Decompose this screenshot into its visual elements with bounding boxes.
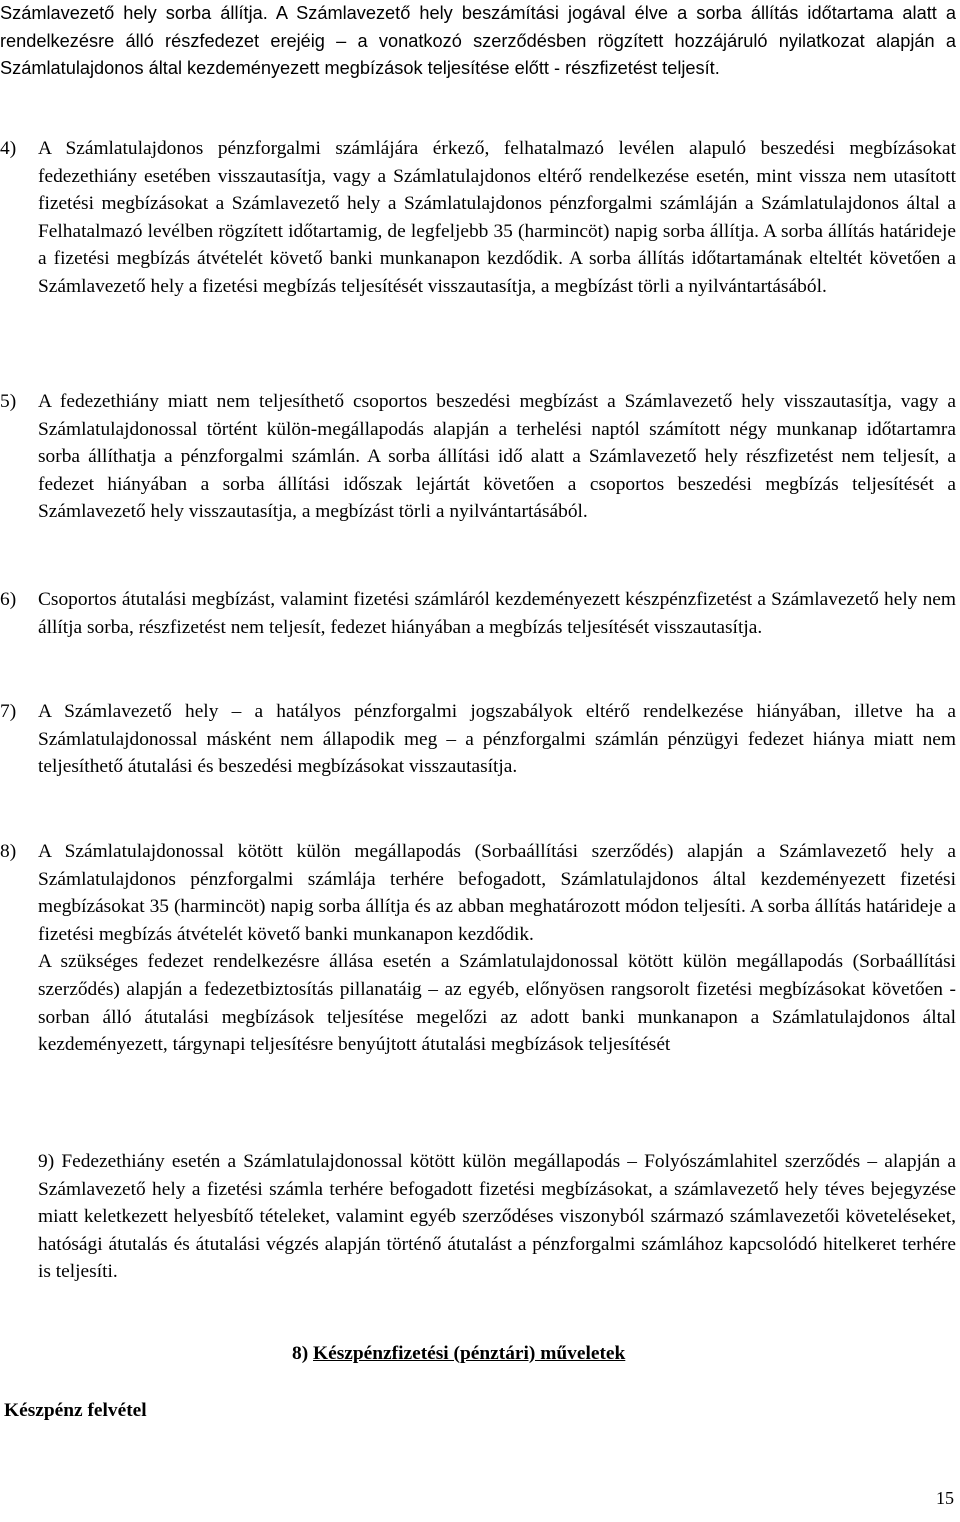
section-number: 8): [292, 1343, 309, 1364]
subheading: Készpénz felvétel: [4, 1400, 147, 1421]
section-heading: [292, 1343, 625, 1365]
list-item: [0, 838, 956, 1059]
intro-paragraph: [0, 0, 956, 83]
item-number: 6): [0, 589, 17, 610]
section-title: Készpénzfizetési (pénztári) műveletek: [313, 1343, 626, 1364]
list-item: [0, 135, 956, 301]
list-item: [0, 388, 956, 526]
item-text: A Számlatulajdonos pénzforgalmi számlájára érkező, felhatalmazó levélen alapuló beszedési megbízásokat fedezethiány esetében visszautasítja, vagy a Számlatulajdonos eltérő rendelkezése esetén, mint vissza nem utasított fizetési megbízásokat a Számlavezető hely a Számlatulajdonos pénzforgalmi számláján a Számlatulajdonos által a Felhatalmazó levélben rögzített időtartamig, de legfeljebb 35 (harmincöt) napig sorba állítja. A sorba állítás határideje a fizetési megbízás átvételét követő banki munkanapon kezdődik. A sorba állítás időtartamának elteltét követően a Számlavezető hely a fizetési megbízás teljesítését visszautasítja, a megbízást törli a nyilvántartásából.: [38, 138, 956, 297]
page-number: 15: [936, 1488, 954, 1508]
intro-text: A Számlavezető hely beszámítási jogával élve a sorba állítás időtartama alatt a rendelkezésre álló részfedezet erejéig – a vonatkozó szerződésben rögzített hozzájáruló nyilatkozat alapján a Számlatulajdonos által kezdeményezett megbízások teljesítése előtt - részfizetést teljesít.: [0, 3, 956, 79]
item-text: A fedezethiány miatt nem teljesíthető csoportos beszedési megbízást a Számlavezető hely visszautasítja, vagy a Számlatulajdonossal történt külön-megállapodás alapján a terhelési naptól számított négy munkanap időtartamra sorba állíthatja a pénzforgalmi számlán. A sorba állítási idő alatt a Számlavezető hely részfizetést nem teljesít, a fedezet hiányában a sorba állítási időszak lejártát követően a csoportos beszedési megbízás teljesítését a Számlavezető hely visszautasítja, a megbízást törli a nyilvántartásából.: [38, 391, 956, 523]
item-text: A Számlavezető hely – a hatályos pénzforgalmi jogszabályok eltérő rendelkezése hiányában, illetve ha a Számlatulajdonossal másként nem állapodik meg – a pénzforgalmi számlán pénzügyi fedezet hiánya miatt nem teljesíthető átutalási és beszedési megbízásokat visszautasítja.: [38, 701, 956, 778]
intro-first: Számlavezető hely sorba állítja.: [0, 3, 268, 23]
list-item: [0, 698, 956, 781]
item-number: 4): [0, 138, 17, 159]
list-item: [0, 586, 956, 641]
item-number: 8): [0, 841, 17, 862]
item-text-continued: A szükséges fedezet rendelkezésre állása esetén a Számlatulajdonossal kötött külön megállapodás (Sorbaállítási szerződés) alapján a fedezetbiztosítás pillanatáig – az egyéb, előnyösen rangsorolt fizetési megbízásokat követően - sorban álló átutalási megbízások teljesítése megelőzi az adott banki munkanapon a Számlatulajdonos által kezdeményezett, tárgynapi teljesítésre benyújtott átutalási megbízások teljesítését: [38, 951, 956, 1056]
item-text: 9) Fedezethiány esetén a Számlatulajdonossal kötött külön megállapodás – Folyószámlahitel szerződés – alapján a Számlavezető hely a fizetési számla terhére befogadott fizetési megbízásokat, a számlavezető hely téves bejegyzése miatt keletkezett helyesbítő tételeket, valamint egyéb szerződéses viszonyból származó számlavezetői követeléseket, hatósági átutalás és átutalási végzés alapján történő átutalást a pénzforgalmi számlához kapcsolódó hitelkeret terhére is teljesíti.: [38, 1151, 956, 1283]
item-text: A Számlatulajdonossal kötött külön megállapodás (Sorbaállítási szerződés) alapján a Számlavezető hely a Számlatulajdonos pénzforgalmi számlája terhére befogadott, Számlatulajdonos által kezdeményezett fizetési megbízásokat 35 (harmincöt) napig sorba állítja és az abban meghatározott módon teljesíti. A sorba állítás határideje a fizetési megbízás átvételét követő banki munkanapon kezdődik.: [38, 841, 956, 945]
list-item: [38, 1148, 956, 1286]
item-number: 7): [0, 701, 17, 722]
item-number: 5): [0, 391, 17, 412]
item-text: Csoportos átutalási megbízást, valamint fizetési számláról kezdeményezett készpénzfizetést a Számlavezető hely nem állítja sorba, részfizetést nem teljesít, fedezet hiányában a megbízás teljesítését visszautasítja.: [38, 589, 956, 638]
